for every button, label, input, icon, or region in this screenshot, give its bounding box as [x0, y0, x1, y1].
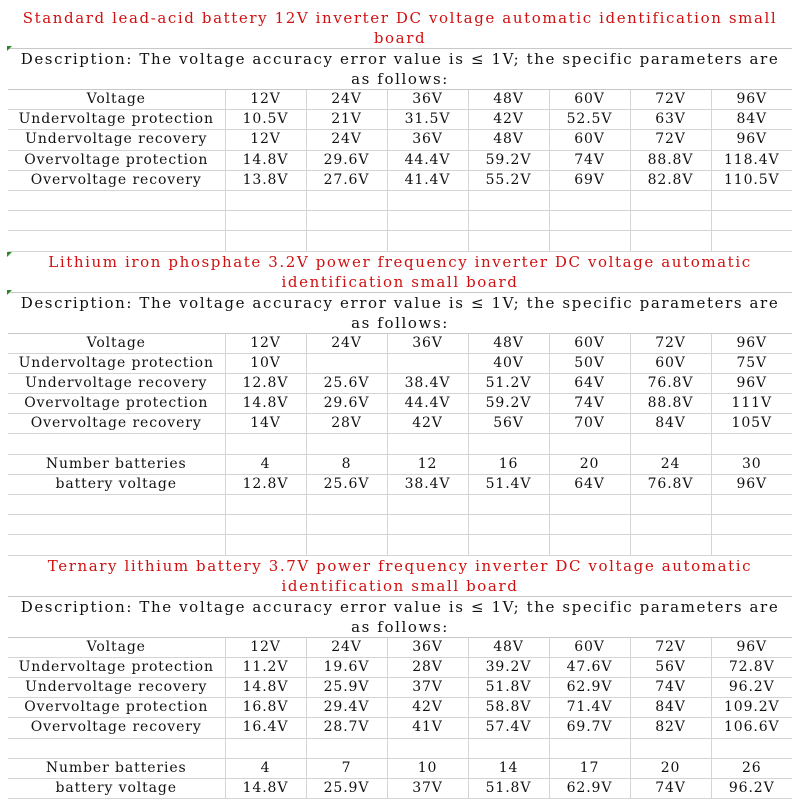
- value-cell: 24V: [306, 638, 387, 658]
- value-cell: 64V: [549, 373, 630, 393]
- value-cell: 20: [630, 758, 711, 778]
- parameter-table: [8, 334, 792, 556]
- table-row: [8, 758, 792, 778]
- value-cell: 96.2V: [711, 778, 792, 798]
- row-label-cell: Voltage: [8, 90, 225, 110]
- value-cell: 63V: [630, 110, 711, 130]
- value-cell: [549, 231, 630, 251]
- value-cell: [387, 495, 468, 515]
- value-cell: [468, 211, 549, 231]
- table-row: [8, 353, 792, 373]
- table-row: [8, 150, 792, 170]
- value-cell: [225, 190, 306, 210]
- value-cell: 88.8V: [630, 394, 711, 414]
- value-cell: 10V: [225, 353, 306, 373]
- value-cell: 62.9V: [549, 677, 630, 697]
- row-label-cell: Undervoltage recovery: [8, 373, 225, 393]
- table-row: [8, 474, 792, 494]
- value-cell: 4: [225, 758, 306, 778]
- value-cell: [225, 738, 306, 758]
- value-cell: 16.8V: [225, 698, 306, 718]
- value-cell: [225, 211, 306, 231]
- row-label-cell: battery voltage: [8, 474, 225, 494]
- value-cell: 42V: [387, 414, 468, 434]
- value-cell: [549, 190, 630, 210]
- value-cell: 51.4V: [468, 474, 549, 494]
- value-cell: 12V: [225, 90, 306, 110]
- value-cell: [387, 231, 468, 251]
- row-label-cell: Undervoltage protection: [8, 657, 225, 677]
- value-cell: 14V: [225, 414, 306, 434]
- table-row: [8, 211, 792, 231]
- value-cell: 96.2V: [711, 677, 792, 697]
- value-cell: 14.8V: [225, 778, 306, 798]
- table-row: [8, 170, 792, 190]
- table-row: [8, 130, 792, 150]
- value-cell: 96V: [711, 373, 792, 393]
- value-cell: 24V: [306, 334, 387, 354]
- value-cell: [306, 738, 387, 758]
- value-cell: [387, 211, 468, 231]
- value-cell: 41V: [387, 718, 468, 738]
- value-cell: [225, 434, 306, 454]
- value-cell: 29.6V: [306, 394, 387, 414]
- value-cell: [225, 515, 306, 535]
- row-label-cell: Undervoltage protection: [8, 353, 225, 373]
- value-cell: 48V: [468, 90, 549, 110]
- value-cell: [630, 495, 711, 515]
- value-cell: [549, 515, 630, 535]
- value-cell: 38.4V: [387, 373, 468, 393]
- value-cell: 72V: [630, 90, 711, 110]
- value-cell: 109.2V: [711, 698, 792, 718]
- value-cell: 10: [387, 758, 468, 778]
- value-cell: [306, 495, 387, 515]
- row-label-cell: [8, 495, 225, 515]
- value-cell: [387, 190, 468, 210]
- value-cell: 96V: [711, 90, 792, 110]
- value-cell: 48V: [468, 638, 549, 658]
- value-cell: [630, 535, 711, 555]
- value-cell: 52.5V: [549, 110, 630, 130]
- value-cell: [225, 535, 306, 555]
- table-row: [8, 638, 792, 658]
- value-cell: 42V: [387, 698, 468, 718]
- value-cell: 84V: [630, 414, 711, 434]
- value-cell: [387, 738, 468, 758]
- section-title: Standard lead-acid battery 12V inverter DC voltage automatic identification small board: [8, 8, 792, 49]
- value-cell: 69V: [549, 170, 630, 190]
- value-cell: 74V: [630, 677, 711, 697]
- value-cell: 10.5V: [225, 110, 306, 130]
- value-cell: 51.8V: [468, 677, 549, 697]
- section-description: Description: The voltage accuracy error value is ≤ 1V; the specific parameters are as follows:: [8, 49, 792, 90]
- section-ternary-lithium: [8, 556, 792, 800]
- table-row: [8, 434, 792, 454]
- table-row: [8, 454, 792, 474]
- value-cell: [549, 495, 630, 515]
- value-cell: [387, 353, 468, 373]
- value-cell: 59.2V: [468, 394, 549, 414]
- value-cell: 105V: [711, 414, 792, 434]
- row-label-cell: [8, 434, 225, 454]
- value-cell: 72V: [630, 638, 711, 658]
- value-cell: 76.8V: [630, 474, 711, 494]
- value-cell: [711, 535, 792, 555]
- value-cell: 26: [711, 758, 792, 778]
- value-cell: 62.9V: [549, 778, 630, 798]
- value-cell: [468, 515, 549, 535]
- cell-marker-icon: [7, 252, 12, 257]
- value-cell: 16: [468, 454, 549, 474]
- value-cell: 84V: [630, 698, 711, 718]
- value-cell: [306, 535, 387, 555]
- cell-marker-icon: [7, 290, 12, 295]
- value-cell: 76.8V: [630, 373, 711, 393]
- value-cell: 21V: [306, 110, 387, 130]
- value-cell: 37V: [387, 778, 468, 798]
- value-cell: [630, 190, 711, 210]
- value-cell: 24V: [306, 130, 387, 150]
- value-cell: [468, 190, 549, 210]
- table-row: [8, 110, 792, 130]
- value-cell: 74V: [630, 778, 711, 798]
- value-cell: 25.6V: [306, 373, 387, 393]
- value-cell: 56V: [468, 414, 549, 434]
- value-cell: 25.6V: [306, 474, 387, 494]
- value-cell: 36V: [387, 90, 468, 110]
- value-cell: 29.4V: [306, 698, 387, 718]
- value-cell: 44.4V: [387, 150, 468, 170]
- value-cell: 36V: [387, 130, 468, 150]
- row-label-cell: [8, 535, 225, 555]
- value-cell: [306, 190, 387, 210]
- row-label-cell: [8, 231, 225, 251]
- table-row: [8, 190, 792, 210]
- value-cell: 14: [468, 758, 549, 778]
- table-row: [8, 698, 792, 718]
- value-cell: 60V: [549, 638, 630, 658]
- value-cell: [225, 231, 306, 251]
- value-cell: [711, 434, 792, 454]
- row-label-cell: Overvoltage protection: [8, 698, 225, 718]
- row-label-cell: [8, 515, 225, 535]
- value-cell: [711, 211, 792, 231]
- row-label-cell: battery voltage: [8, 778, 225, 798]
- value-cell: [630, 211, 711, 231]
- value-cell: [387, 535, 468, 555]
- row-label-cell: Overvoltage protection: [8, 150, 225, 170]
- value-cell: 25.9V: [306, 677, 387, 697]
- value-cell: 36V: [387, 334, 468, 354]
- value-cell: 74V: [549, 394, 630, 414]
- value-cell: [468, 495, 549, 515]
- value-cell: 12V: [225, 334, 306, 354]
- row-label-cell: Number batteries: [8, 758, 225, 778]
- value-cell: 51.8V: [468, 778, 549, 798]
- section-lead-acid: [8, 8, 792, 252]
- table-row: [8, 657, 792, 677]
- section-lithium-iron-phosphate: [8, 252, 792, 556]
- value-cell: 42V: [468, 110, 549, 130]
- value-cell: 12: [387, 454, 468, 474]
- value-cell: 17: [549, 758, 630, 778]
- value-cell: 47.6V: [549, 657, 630, 677]
- value-cell: 14.8V: [225, 677, 306, 697]
- row-label-cell: [8, 211, 225, 231]
- parameter-table: [8, 638, 792, 800]
- table-row: [8, 738, 792, 758]
- row-label-cell: Overvoltage recovery: [8, 718, 225, 738]
- value-cell: [468, 535, 549, 555]
- cell-marker-icon: [7, 46, 12, 51]
- table-row: [8, 373, 792, 393]
- value-cell: 27.6V: [306, 170, 387, 190]
- section-title: Lithium iron phosphate 3.2V power frequency inverter DC voltage automatic identification small board: [8, 252, 792, 293]
- value-cell: 111V: [711, 394, 792, 414]
- value-cell: 28.7V: [306, 718, 387, 738]
- value-cell: 60V: [549, 90, 630, 110]
- value-cell: [630, 738, 711, 758]
- row-label-cell: Number batteries: [8, 454, 225, 474]
- value-cell: 13.8V: [225, 170, 306, 190]
- value-cell: [549, 211, 630, 231]
- value-cell: [711, 231, 792, 251]
- table-row: [8, 90, 792, 110]
- value-cell: 29.6V: [306, 150, 387, 170]
- value-cell: 64V: [549, 474, 630, 494]
- row-label-cell: Overvoltage recovery: [8, 414, 225, 434]
- table-row: [8, 515, 792, 535]
- value-cell: 106.6V: [711, 718, 792, 738]
- value-cell: 12.8V: [225, 373, 306, 393]
- value-cell: 51.2V: [468, 373, 549, 393]
- value-cell: [468, 231, 549, 251]
- value-cell: 57.4V: [468, 718, 549, 738]
- value-cell: [549, 535, 630, 555]
- row-label-cell: Overvoltage protection: [8, 394, 225, 414]
- row-label-cell: Overvoltage recovery: [8, 170, 225, 190]
- value-cell: 69.7V: [549, 718, 630, 738]
- value-cell: [387, 434, 468, 454]
- value-cell: 60V: [549, 130, 630, 150]
- row-label-cell: [8, 190, 225, 210]
- value-cell: 41.4V: [387, 170, 468, 190]
- value-cell: 36V: [387, 638, 468, 658]
- value-cell: 14.8V: [225, 394, 306, 414]
- value-cell: 20: [549, 454, 630, 474]
- value-cell: [549, 738, 630, 758]
- value-cell: [306, 515, 387, 535]
- section-title: Ternary lithium battery 3.7V power frequency inverter DC voltage automatic identification small board: [8, 556, 792, 597]
- value-cell: [306, 231, 387, 251]
- value-cell: 88.8V: [630, 150, 711, 170]
- value-cell: [468, 434, 549, 454]
- value-cell: [711, 495, 792, 515]
- value-cell: [468, 738, 549, 758]
- value-cell: 70V: [549, 414, 630, 434]
- row-label-cell: Voltage: [8, 334, 225, 354]
- value-cell: 19.6V: [306, 657, 387, 677]
- table-row: [8, 495, 792, 515]
- value-cell: 8: [306, 454, 387, 474]
- value-cell: 4: [225, 454, 306, 474]
- table-row: [8, 718, 792, 738]
- value-cell: 72V: [630, 334, 711, 354]
- value-cell: 24: [630, 454, 711, 474]
- value-cell: 11.2V: [225, 657, 306, 677]
- parameter-table: [8, 90, 792, 252]
- value-cell: [387, 515, 468, 535]
- row-label-cell: Undervoltage recovery: [8, 677, 225, 697]
- value-cell: 118.4V: [711, 150, 792, 170]
- section-description: Description: The voltage accuracy error value is ≤ 1V; the specific parameters are as follows:: [8, 597, 792, 638]
- value-cell: 96V: [711, 130, 792, 150]
- value-cell: [306, 434, 387, 454]
- value-cell: [630, 515, 711, 535]
- value-cell: 12V: [225, 130, 306, 150]
- table-row: [8, 778, 792, 798]
- value-cell: 56V: [630, 657, 711, 677]
- value-cell: 16.4V: [225, 718, 306, 738]
- value-cell: 28V: [306, 414, 387, 434]
- value-cell: 44.4V: [387, 394, 468, 414]
- value-cell: 28V: [387, 657, 468, 677]
- value-cell: [630, 434, 711, 454]
- value-cell: 60V: [549, 334, 630, 354]
- value-cell: 38.4V: [387, 474, 468, 494]
- value-cell: [306, 353, 387, 373]
- value-cell: 82V: [630, 718, 711, 738]
- value-cell: 48V: [468, 334, 549, 354]
- value-cell: 12V: [225, 638, 306, 658]
- value-cell: 110.5V: [711, 170, 792, 190]
- spreadsheet: [8, 8, 792, 799]
- value-cell: 39.2V: [468, 657, 549, 677]
- value-cell: 84V: [711, 110, 792, 130]
- value-cell: 24V: [306, 90, 387, 110]
- value-cell: 74V: [549, 150, 630, 170]
- table-row: [8, 535, 792, 555]
- value-cell: 50V: [549, 353, 630, 373]
- value-cell: 30: [711, 454, 792, 474]
- value-cell: 72.8V: [711, 657, 792, 677]
- value-cell: 72V: [630, 130, 711, 150]
- value-cell: 75V: [711, 353, 792, 373]
- value-cell: 71.4V: [549, 698, 630, 718]
- row-label-cell: Undervoltage recovery: [8, 130, 225, 150]
- value-cell: [711, 190, 792, 210]
- value-cell: [711, 738, 792, 758]
- value-cell: 96V: [711, 334, 792, 354]
- value-cell: [711, 515, 792, 535]
- section-description: Description: The voltage accuracy error value is ≤ 1V; the specific parameters are as follows:: [8, 293, 792, 334]
- value-cell: 58.8V: [468, 698, 549, 718]
- value-cell: 12.8V: [225, 474, 306, 494]
- value-cell: [549, 434, 630, 454]
- value-cell: 96V: [711, 474, 792, 494]
- value-cell: [225, 495, 306, 515]
- table-row: [8, 394, 792, 414]
- row-label-cell: Undervoltage protection: [8, 110, 225, 130]
- value-cell: [306, 211, 387, 231]
- row-label-cell: Voltage: [8, 638, 225, 658]
- value-cell: 60V: [630, 353, 711, 373]
- value-cell: 48V: [468, 130, 549, 150]
- value-cell: 14.8V: [225, 150, 306, 170]
- row-label-cell: [8, 738, 225, 758]
- value-cell: 7: [306, 758, 387, 778]
- value-cell: 25.9V: [306, 778, 387, 798]
- table-row: [8, 414, 792, 434]
- value-cell: 31.5V: [387, 110, 468, 130]
- value-cell: 59.2V: [468, 150, 549, 170]
- table-row: [8, 231, 792, 251]
- value-cell: 55.2V: [468, 170, 549, 190]
- table-row: [8, 677, 792, 697]
- table-row: [8, 334, 792, 354]
- value-cell: [630, 231, 711, 251]
- value-cell: 37V: [387, 677, 468, 697]
- value-cell: 82.8V: [630, 170, 711, 190]
- value-cell: 40V: [468, 353, 549, 373]
- value-cell: 96V: [711, 638, 792, 658]
